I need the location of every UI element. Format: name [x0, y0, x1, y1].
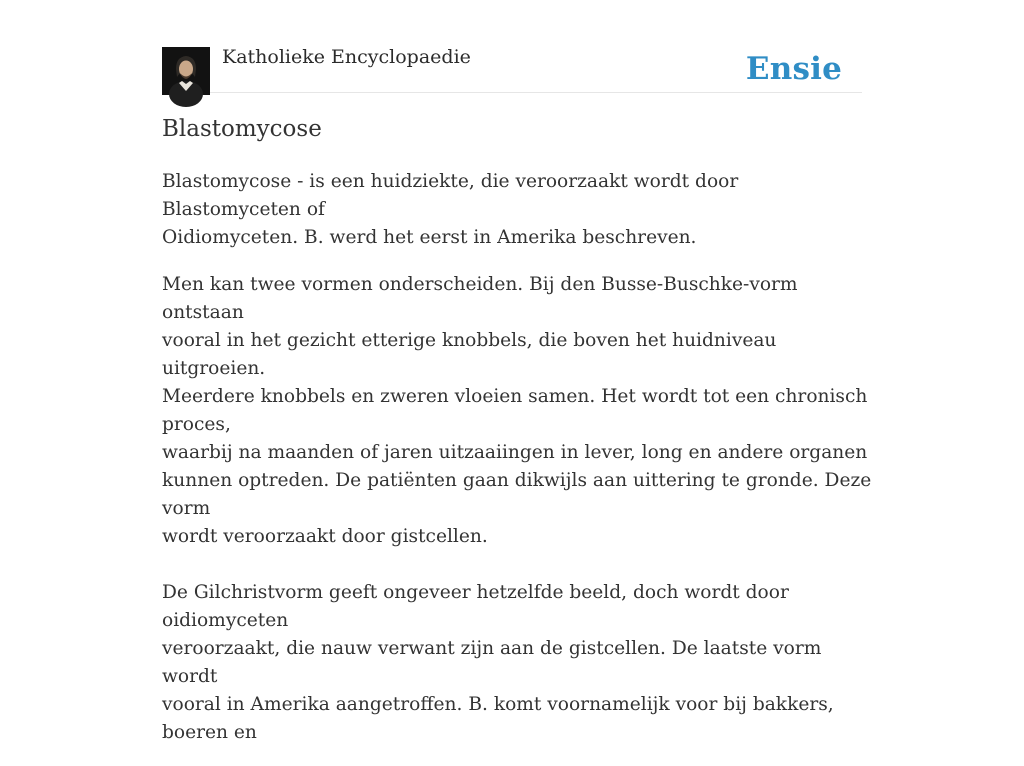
article-paragraph: Blastomycose - is een huidziekte, die veroorzaakt wordt door Blastomyceten of Oidiomyceten. B. werd het eerst in Amerika beschreven. — [162, 171, 739, 248]
article-body — [162, 168, 882, 766]
article-title: Blastomycose — [162, 116, 322, 142]
source-name[interactable]: Katholieke Encyclopaedie — [222, 46, 471, 68]
portrait-graphic — [162, 47, 210, 95]
header — [162, 40, 862, 93]
article-paragraph: Men kan twee vormen onderscheiden. Bij den Busse-Buschke-vorm ontstaan vooral in het gezicht etterige knobbels, die boven het huidniveau uitgroeien. Meerdere knobbels en zweren vloeien samen. Het wordt tot een chronisch proces, waarbij na maanden of jaren uitzaaiingen in lever, long en andere organen kunnen optreden. De patiënten gaan dikwijls aan uittering te gronde. Deze vorm wordt veroorzaakt door gistcellen. De Gilchristvorm geeft ongeveer hetzelfde beeld, doch wordt door oidiomyceten veroorzaakt, die nauw verwant zijn aan de gistcellen. De laatste vorm wordt vooral in Amerika aangetroffen. B. komt voornamelijk voor bij bakkers, boeren en — [162, 274, 872, 743]
portrait-avatar-icon[interactable] — [162, 47, 210, 95]
brand-logo-link[interactable]: Ensie — [745, 51, 842, 87]
